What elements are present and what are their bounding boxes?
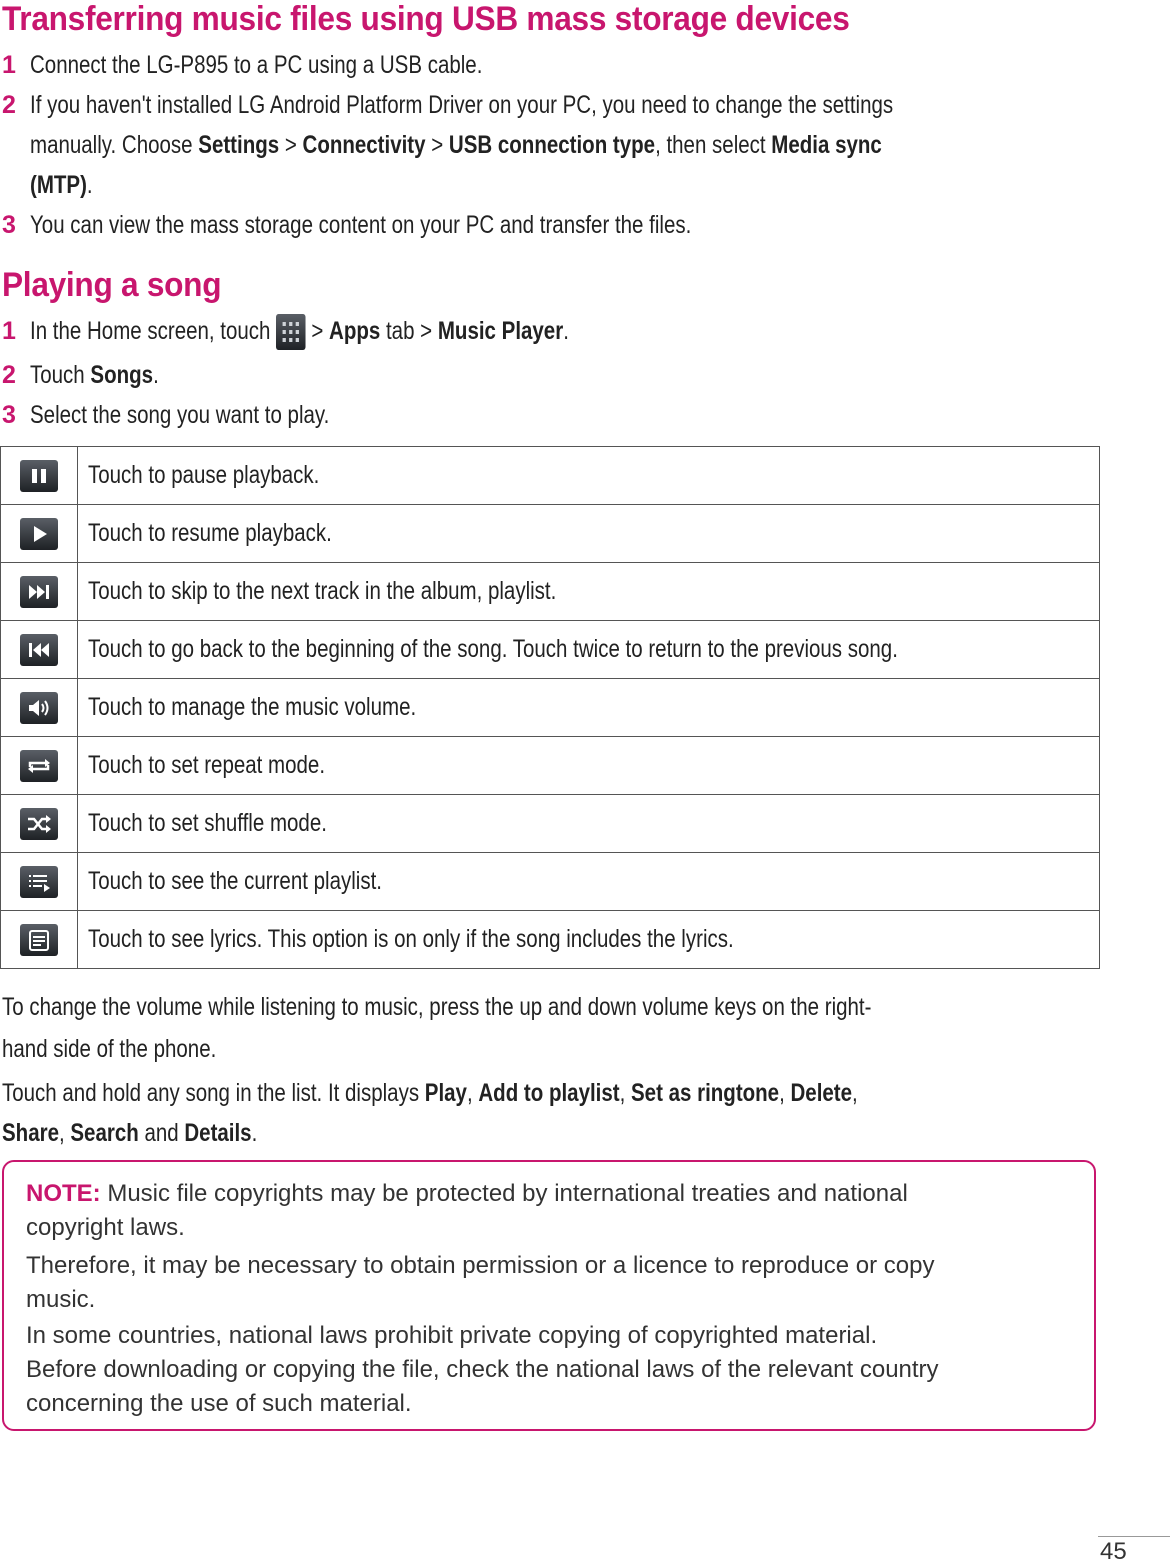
note-line-2: copyright laws. bbox=[26, 1214, 185, 1241]
copyright-note-box bbox=[2, 1160, 1096, 1431]
delete-label: Delete bbox=[790, 1079, 853, 1107]
usb-connection-type-label: USB connection type bbox=[448, 131, 656, 159]
share-label: Share bbox=[2, 1119, 59, 1147]
page-number-rule bbox=[1098, 1536, 1170, 1537]
hold-paragraph-line2: Share, Search and Details. bbox=[2, 1119, 258, 1147]
table-row: Touch to go back to the beginning of the song. Touch twice to return to the previous song. bbox=[1, 621, 1100, 679]
table-row: Touch to manage the music volume. bbox=[1, 679, 1100, 737]
repeat-icon bbox=[20, 750, 58, 782]
songs-label: Songs bbox=[90, 361, 154, 389]
playlist-icon bbox=[20, 866, 58, 898]
play-icon bbox=[20, 518, 58, 550]
note-line-4: music. bbox=[26, 1286, 96, 1313]
note-line-5: In some countries, national laws prohibit private copying of copyrighted material. bbox=[26, 1322, 878, 1349]
table-row: Touch to set shuffle mode. bbox=[1, 795, 1100, 853]
skip-next-icon bbox=[20, 576, 58, 608]
note-line-7: concerning the use of such material. bbox=[26, 1390, 412, 1417]
play-label: Play bbox=[424, 1079, 467, 1107]
add-to-playlist-label: Add to playlist bbox=[478, 1079, 620, 1107]
table-row: Touch to pause playback. bbox=[1, 447, 1100, 505]
settings-label: Settings bbox=[198, 131, 280, 159]
table-row: Touch to skip to the next track in the album, playlist. bbox=[1, 563, 1100, 621]
section-heading-playing-song: Playing a song bbox=[2, 266, 222, 304]
set-as-ringtone-label: Set as ringtone bbox=[631, 1079, 780, 1107]
table-row: Touch to see the current playlist. bbox=[1, 853, 1100, 911]
pause-icon bbox=[20, 460, 58, 492]
note-line-3: Therefore, it may be necessary to obtain permission or a licence to reproduce or copy bbox=[26, 1252, 935, 1279]
volume-paragraph-line1: To change the volume while listening to music, press the up and down volume keys on the right- bbox=[2, 993, 872, 1021]
connectivity-label: Connectivity bbox=[302, 131, 426, 159]
lyrics-icon bbox=[20, 924, 58, 956]
table-row: Touch to resume playback. bbox=[1, 505, 1100, 563]
player-controls-table bbox=[0, 446, 1100, 969]
hold-paragraph-line1: Touch and hold any song in the list. It displays Play, Add to playlist, Set as ringtone, Delete, bbox=[2, 1079, 858, 1107]
section-heading-usb-transfer: Transferring music files using USB mass storage devices bbox=[2, 0, 850, 38]
volume-icon bbox=[20, 692, 58, 724]
apps-label: Apps bbox=[329, 317, 381, 345]
music-player-label: Music Player bbox=[437, 317, 564, 345]
note-line-1: NOTE: Music file copyrights may be protected by international treaties and national bbox=[26, 1180, 908, 1207]
details-label: Details bbox=[184, 1119, 252, 1147]
search-label: Search bbox=[70, 1119, 139, 1147]
table-row: Touch to see lyrics. This option is on only if the song includes the lyrics. bbox=[1, 911, 1100, 969]
note-label: NOTE: bbox=[26, 1180, 101, 1207]
note-line-6: Before downloading or copying the file, check the national laws of the relevant country bbox=[26, 1356, 939, 1383]
table-row: Touch to set repeat mode. bbox=[1, 737, 1100, 795]
skip-previous-icon bbox=[20, 634, 58, 666]
apps-grid-icon bbox=[276, 314, 306, 350]
volume-paragraph-line2: hand side of the phone. bbox=[2, 1035, 217, 1063]
media-sync-label: Media sync bbox=[771, 131, 882, 159]
page-number: 45 bbox=[1100, 1538, 1127, 1565]
shuffle-icon bbox=[20, 808, 58, 840]
